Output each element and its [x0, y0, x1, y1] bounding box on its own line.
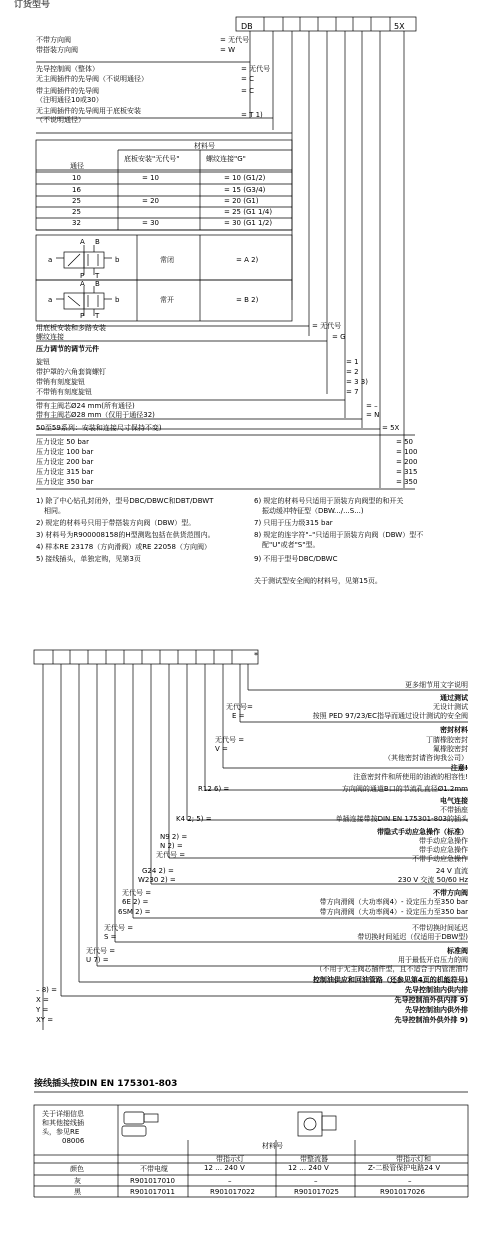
material-header: 材料号	[194, 142, 215, 150]
symbol-port-a: A	[80, 280, 85, 288]
option-heading: 压力调节的调节元件	[36, 345, 99, 353]
option-code: = 5X	[382, 424, 400, 432]
col-size: 通径	[70, 162, 84, 170]
opt2-right: 丁腈橡胶密封	[426, 736, 468, 744]
type1-row-label: 带搭装方向阀	[36, 46, 78, 54]
opt2-left: V =	[215, 745, 228, 753]
opt2-right: 方向阀的通道B口的节流孔直径Ø1.2mm	[341, 785, 468, 793]
symbol-port-t: T	[95, 272, 100, 280]
opt2-left: Y =	[36, 1006, 49, 1014]
option-label: 50至59系列：安装和连接尺寸保持不变)	[36, 424, 162, 432]
type1-row-label: （注明通径10或30）	[36, 96, 103, 104]
opt2-right: 带方向滑阀（大功率阀4）- 设定压力至350 bar	[319, 898, 468, 906]
opt2-heading: 密封材料	[440, 726, 468, 734]
opt2-heading: 不带方向阀	[433, 889, 468, 897]
page-title: 订货型号	[14, 0, 51, 10]
option-label: 带有主阀芯Ø28 mm（仅用于通径32)	[36, 411, 155, 419]
opt2-right: 先导控制油内供内排	[405, 986, 468, 994]
opt2-right: 更多细节用文字说明	[405, 681, 468, 689]
star-mark: *	[254, 651, 258, 660]
opt2-right: 按照 PED 97/23/EC指导而通过设计测试的安全阀	[312, 712, 468, 720]
connector-section-title: 接线插头按DIN EN 175301-803	[34, 1079, 178, 1089]
table-cell: –	[228, 1177, 232, 1185]
option-code: = 2	[346, 368, 359, 376]
opt2-right: 无设计测试	[433, 703, 468, 711]
option-code: = –	[366, 402, 378, 410]
symbol-port-b: B	[95, 280, 100, 288]
opt2-left: S =	[104, 933, 117, 941]
type1-row-label: 不带方向阀	[36, 36, 71, 44]
option-code: = 1	[346, 358, 359, 366]
table-cell: 黑	[74, 1188, 81, 1196]
option-code: = 无代号	[312, 322, 342, 330]
type1-row-code: = T 1)	[241, 111, 263, 119]
opt2-left: XY =	[36, 1016, 54, 1024]
symbol-label: 常开	[160, 296, 174, 304]
table-cell: –	[408, 1177, 412, 1185]
option-code: = 200	[396, 458, 418, 466]
subplate-cell: = 20	[142, 197, 159, 205]
option-code: = 3 3)	[346, 378, 368, 386]
option-code: = G	[332, 333, 346, 341]
opt2-left: 无代号=	[226, 703, 253, 711]
opt2-left: – 8) =	[36, 986, 57, 994]
option-code: = 315	[396, 468, 418, 476]
option-label: 不带销有刻度旋钮	[36, 388, 92, 396]
subplate-cell: = 10	[142, 174, 159, 182]
footnote: 5) 接线插头，单独定购，见第3页	[36, 555, 141, 563]
col-lamp-z-l2: Z-二极管保护电路24 V	[368, 1164, 441, 1172]
thread-cell: = 20 (G1)	[224, 197, 259, 205]
size-cell: 16	[72, 186, 81, 194]
opt2-heading: 控制油供应和回油管路（还参见第4页的机能符号)	[312, 976, 468, 984]
opt2-heading: 标准阀	[447, 947, 468, 955]
type1-row-label: （不说明通径）	[36, 116, 85, 124]
opt2-left: G24 2) =	[142, 867, 174, 875]
opt2-right: （其他密封请咨询我公司）	[384, 754, 468, 762]
size-cell: 32	[72, 219, 81, 227]
opt2-right: 先导控制油外供外排 9)	[394, 1016, 468, 1024]
option-label: 旋钮	[36, 358, 50, 366]
type1-row-code: = 无代号	[220, 36, 250, 44]
option-code: = 7	[346, 388, 359, 396]
option-code: = 350	[396, 478, 418, 486]
symbol-port-b: B	[95, 238, 100, 246]
footnote: 相同。	[44, 507, 65, 515]
symbol-port-p: P	[80, 312, 85, 320]
thread-cell: = 25 (G1 1/4)	[224, 208, 273, 216]
option-code: = N	[366, 411, 380, 419]
type1-row-code: = C	[241, 87, 254, 95]
col-rectifier-l2: 12 … 240 V	[288, 1164, 329, 1172]
type1-row-code: = C	[241, 75, 254, 83]
opt2-left: U 7) =	[86, 956, 109, 964]
col-color: 颜色	[70, 1165, 84, 1173]
option-label: 螺纹连接	[36, 333, 64, 341]
opt2-heading: 带隐式手动应急操作（标准）	[377, 828, 468, 836]
option-label: 压力设定 50 bar	[36, 438, 89, 446]
footnote: 8) 规定的连字符"–"只适用于顶装方向阀（DBW）型不	[254, 531, 424, 539]
opt2-right: 带方向滑阀（大功率阀4）- 设定压力至350 bar	[319, 908, 468, 916]
symbol-label: 常闭	[160, 256, 174, 264]
opt2-left: 6E 2) =	[122, 898, 149, 906]
type1-row-label: 先导控制阀（整体）	[36, 65, 99, 73]
opt2-right: 带手动应急操作	[419, 837, 468, 845]
thread-cell: = 30 (G1 1/2)	[224, 219, 273, 227]
type1-row-label: 带主阀插件的先导阀	[36, 87, 99, 95]
opt2-left: E =	[232, 712, 245, 720]
opt2-right: 不带手动应急操作	[412, 855, 468, 863]
option-label: 压力设定 100 bar	[36, 448, 94, 456]
option-code: = 50	[396, 438, 413, 446]
size-cell: 25	[72, 208, 81, 216]
symbol-port-t: T	[95, 312, 100, 320]
opt2-left: 无代号 =	[156, 851, 186, 859]
table-cell: R901017011	[130, 1188, 175, 1196]
thread-cell: = 10 (G1/2)	[224, 174, 266, 182]
col-thread: 螺纹连接"G"	[206, 155, 246, 163]
option-label: 带护罩的六角套筒螺钉	[36, 368, 106, 376]
opt2-right: 不带插座	[440, 806, 468, 814]
symbol-b: b	[115, 296, 120, 304]
col-no-circuit: 不带电缆	[140, 1165, 168, 1173]
opt2-heading: 电气连接	[440, 797, 468, 805]
opt2-left: R12 6) =	[198, 785, 230, 793]
opt2-right: 单插连接带按DIN EN 175301-803的插头	[335, 815, 468, 823]
opt2-right: 用于最低开启压力的阀	[398, 956, 468, 964]
opt2-left: 无代号 =	[86, 947, 116, 955]
symbol-port-p: P	[80, 272, 85, 280]
info-line: 头，参见RE	[42, 1128, 80, 1136]
opt2-right: 230 V 交流 50/60 Hz	[397, 876, 468, 884]
opt2-right: 不带切换时间延迟	[412, 924, 468, 932]
type1-row-code: = W	[220, 46, 236, 54]
connector-material-header: 材料号	[262, 1142, 283, 1150]
opt2-right: 先导控制油内供外排	[405, 1006, 468, 1014]
size-cell: 10	[72, 174, 81, 182]
symbol-a: a	[48, 296, 53, 304]
info-line: 和其他接线插	[42, 1119, 84, 1127]
option-label: 压力设定 315 bar	[36, 468, 94, 476]
footnote: 关于测试型安全阀的材料号，见第15页。	[254, 577, 382, 585]
thread-cell: = 15 (G3/4)	[224, 186, 266, 194]
col-rectifier-l1: 带整流器	[300, 1155, 328, 1163]
footnote: 2) 规定的材料号只用于带搭装方向阀（DBW）型。	[36, 519, 196, 527]
symbol-code: = A 2)	[236, 256, 259, 264]
opt2-right: （不用于无主阀芯插件型，且不适合于内管泄油!)	[315, 965, 468, 973]
symbol-port-a: A	[80, 238, 85, 246]
opt2-right: 带手动应急操作	[419, 846, 468, 854]
table-cell: R901017010	[130, 1177, 175, 1185]
size-cell: 25	[72, 197, 81, 205]
opt2-right: 先导控制油外供内排 9)	[394, 996, 468, 1004]
table-cell: –	[314, 1177, 318, 1185]
table-cell: 灰	[74, 1177, 81, 1185]
footnote: 振动缓冲特征型（DBW.../...S...)	[262, 507, 364, 515]
version-code: 5X	[394, 22, 405, 31]
opt2-left: 无代号 =	[122, 889, 152, 897]
option-label: 用底板安装和多路安装	[36, 324, 106, 332]
type1-row-label: 无主阀插件的先导阀（不说明通径）	[36, 75, 148, 83]
option-label: 带有主阀芯Ø24 mm(所有通径)	[36, 402, 135, 410]
opt2-right: 24 V 直流	[435, 867, 468, 875]
table-cell: R901017025	[294, 1188, 339, 1196]
table-cell: R901017022	[210, 1188, 255, 1196]
symbol-code: = B 2)	[236, 296, 259, 304]
opt2-left: 无代号 =	[104, 924, 134, 932]
opt2-left: X =	[36, 996, 49, 1004]
opt2-right: 注意密封件和所使用的油液的相容性!	[353, 773, 468, 781]
info-line: 08006	[62, 1137, 85, 1145]
footnote: 配"U"或者"S"型。	[262, 541, 320, 549]
option-label: 压力设定 350 bar	[36, 478, 94, 486]
opt2-heading: 通过测试	[440, 694, 468, 702]
footnote: 1) 除了中心钻孔封闭外，型号DBC/DBWC和DBT/DBWT	[36, 497, 214, 505]
info-line: 关于详细信息	[42, 1110, 84, 1118]
footnote: 7) 只用于压力级315 bar	[254, 519, 333, 527]
warning-icon-label: 注意!	[450, 764, 468, 772]
type1-row-label: 无主阀插件的先导阀用于底板安装	[36, 107, 141, 115]
footnote: 3) 材料号为R900008158的H型测匙包括在供货范围内。	[36, 531, 215, 539]
opt2-right: 带切换时间延迟（仅适用于DBW型)	[357, 933, 468, 941]
col-lamp-z-l1: 带指示灯和	[396, 1155, 431, 1163]
type1-row-code: = 无代号	[241, 65, 271, 73]
symbol-b: b	[115, 256, 120, 264]
db-label: DB	[241, 22, 253, 31]
symbol-a: a	[48, 256, 53, 264]
footnote: 6) 规定的材料号只适用于顶装方向阀型的和开关	[254, 497, 404, 505]
opt2-left: N 2) =	[160, 842, 183, 850]
opt2-left: W230 2) =	[138, 876, 176, 884]
opt2-left: 无代号 =	[215, 736, 245, 744]
option-code: = 100	[396, 448, 418, 456]
opt2-left: 6SM 2) =	[118, 908, 151, 916]
col-lamp-l2: 12 … 240 V	[204, 1164, 245, 1172]
opt2-left: N9 2) =	[160, 833, 188, 841]
col-subplate: 底板安装"无代号"	[124, 155, 180, 163]
footnote: 9) 不用于型号DBC/DBWC	[254, 555, 338, 563]
footnote: 4) 样本RE 23178（方向滑阀）或RE 22058（方向阀）	[36, 543, 211, 551]
col-lamp-l1: 带指示灯	[216, 1155, 244, 1163]
option-label: 压力设定 200 bar	[36, 458, 94, 466]
table-cell: R901017026	[380, 1188, 425, 1196]
opt2-right: 氟橡胶密封	[433, 745, 468, 753]
option-label: 带销有刻度旋钮	[36, 378, 85, 386]
subplate-cell: = 30	[142, 219, 159, 227]
opt2-left: K4 2; 5) =	[176, 815, 212, 823]
